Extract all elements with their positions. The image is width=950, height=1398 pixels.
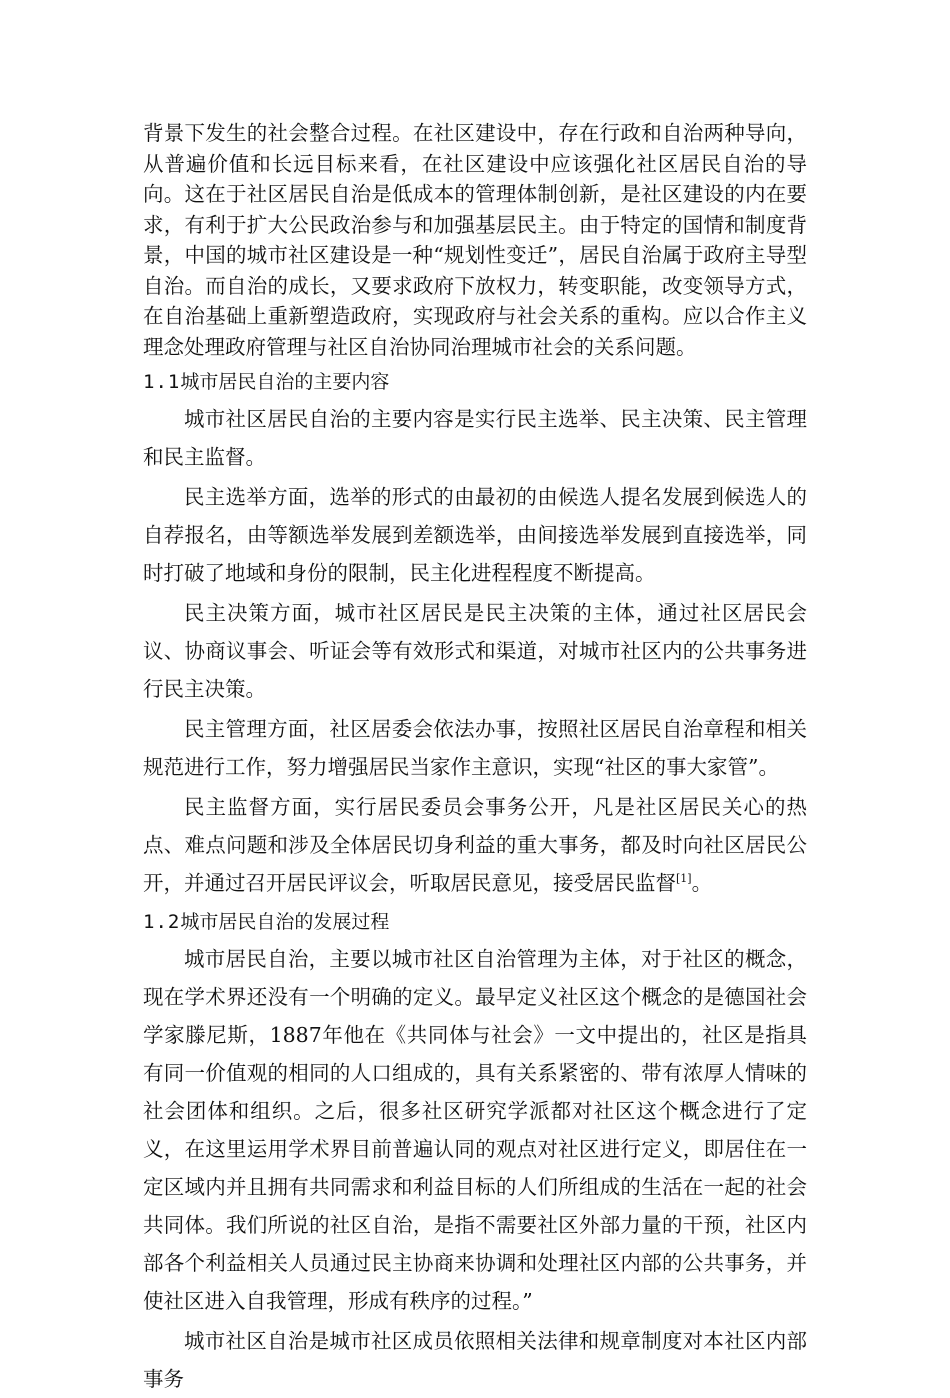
- paragraph-text: 民主监督方面，实行居民委员会事务公开，凡是社区居民关心的热点、难点问题和涉及全体居民切身利益的重大事务，都及时向社区居民公开，并通过召开居民评议会，听取居民意见，接受居民监督: [143, 795, 807, 895]
- section-number: 1.2: [143, 911, 181, 933]
- paragraph-end-punctuation: 。: [691, 871, 713, 895]
- section-number: 1.1: [143, 371, 181, 393]
- paragraph-development-process: 城市居民自治，主要以城市社区自治管理为主体，对于社区的概念，现在学术界还没有一个明确的定义。最早定义社区这个概念的是德国社会学家滕尼斯，1887年他在《共同体与社会》一文中提出的，社区是指具有同一价值观的相同的人口组成的，具有关系紧密的、带有浓厚人情味的社会团体和组织。之后，很多社区研究学派都对社区这个概念进行了定义，在这里运用学术界目前普遍认同的观点对社区进行定义，即居住在一定区域内并且拥有共同需求和利益目标的人们所组成的生活在一起的社会共同体。我们所说的社区自治，是指不需要社区外部力量的干预，社区内部各个利益相关人员通过民主协商来协调和处理社区内部的公共事务，并使社区进入自我管理，形成有秩序的过程。”: [143, 947, 807, 1313]
- paragraph-democratic-decision: 民主决策方面，城市社区居民是民主决策的主体，通过社区居民会议、协商议事会、听证会等有效形式和渠道，对城市社区内的公共事务进行民主决策。: [143, 601, 807, 701]
- section-title: 城市居民自治的主要内容: [180, 371, 390, 393]
- paragraph-community-autonomy: 城市社区自治是城市社区成员依照相关法律和规章制度对本社区内部事务: [143, 1329, 807, 1391]
- intro-paragraph: 背景下发生的社会整合过程。在社区建设中，存在行政和自治两种导向，从普遍价值和长远目标来看，在社区建设中应该强化社区居民自治的导向。这在于社区居民自治是低成本的管理体制创新，是社区建设的内在要求，有利于扩大公民政治参与和加强基层民主。由于特定的国情和制度背景，中国的城市社区建设是一种“规划性变迁”，居民自治属于政府主导型自治。而自治的成长，又要求政府下放权力，转变职能，改变领导方式，在自治基础上重新塑造政府，实现政府与社会关系的重构。应以合作主义理念处理政府管理与社区自治协同治理城市社会的关系问题。: [143, 121, 807, 359]
- paragraph-main-content: 城市社区居民自治的主要内容是实行民主选举、民主决策、民主管理和民主监督。: [143, 407, 807, 469]
- section-heading-1-1: [143, 366, 807, 398]
- section-title: 城市居民自治的发展过程: [180, 911, 390, 933]
- paragraph-democratic-supervision: [143, 788, 807, 902]
- paragraph-democratic-election: 民主选举方面，选举的形式的由最初的由候选人提名发展到候选人的自荐报名，由等额选举发展到差额选举，由间接选举发展到直接选举，同时打破了地域和身份的限制，民主化进程程度不断提高。: [143, 485, 807, 585]
- document-page: [143, 118, 807, 1398]
- section-heading-1-2: [143, 906, 807, 938]
- citation-reference: [1]: [676, 872, 692, 886]
- paragraph-democratic-management: 民主管理方面，社区居委会依法办事，按照社区居民自治章程和相关规范进行工作，努力增强居民当家作主意识，实现“社区的事大家管”。: [143, 717, 807, 779]
